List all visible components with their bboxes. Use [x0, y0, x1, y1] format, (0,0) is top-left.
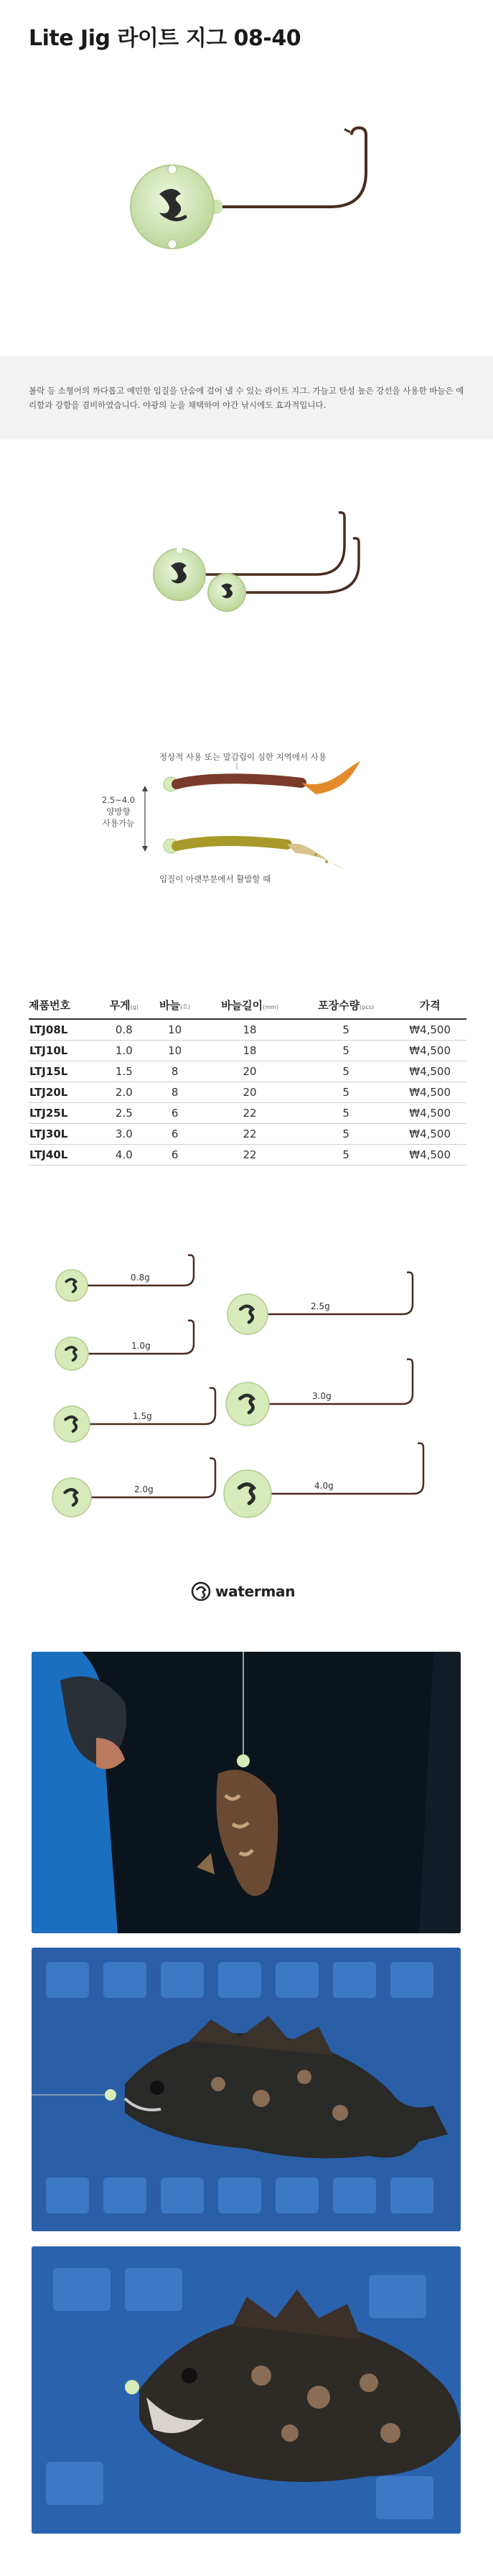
spec-table	[29, 993, 466, 1166]
usage-diagram	[129, 761, 402, 876]
col-header-hook: 바늘(호)	[149, 993, 201, 1019]
brand-mark-icon	[191, 1581, 211, 1601]
size-label: 4.0g	[314, 1481, 334, 1491]
photo-catch-closeup	[32, 2246, 461, 2534]
size-jig-5	[225, 1267, 424, 1364]
brand-name: waterman	[215, 1583, 296, 1600]
table-row: LTJ25L 2.5 6 22 5 ₩4,500	[29, 1103, 466, 1124]
size-label: 3.0g	[312, 1391, 332, 1401]
usage-bottom-note: 입질이 아랫부분에서 활발할 때	[159, 874, 271, 884]
size-label: 1.5g	[133, 1411, 152, 1421]
spec-table-header	[29, 993, 466, 1019]
table-row: LTJ10L 1.0 10 18 5 ₩4,500	[29, 1041, 466, 1061]
col-header-pack: 포장수량(pcs)	[299, 993, 393, 1019]
photo-night-catch	[32, 1652, 461, 1933]
usage-top-note: 정상적 사용 또는 말감림이 심한 지역에서 사용	[159, 752, 327, 762]
table-row: LTJ20L 2.0 8 20 5 ₩4,500	[29, 1082, 466, 1103]
table-row: LTJ40L 4.0 6 22 5 ₩4,500	[29, 1145, 466, 1166]
size-label: 2.5g	[311, 1301, 330, 1311]
col-header-product: 제품번호	[29, 993, 100, 1019]
usage-side-line1: 2.5~4.0	[101, 795, 136, 805]
jig-pair-image	[151, 503, 366, 639]
size-jig-4	[50, 1453, 227, 1546]
table-row: LTJ15L 1.5 8 20 5 ₩4,500	[29, 1061, 466, 1082]
col-header-hook-length: 바늘길이(mm)	[201, 993, 299, 1019]
table-row: LTJ08L 0.8 10 18 5 ₩4,500	[29, 1019, 466, 1041]
size-label: 1.0g	[131, 1341, 151, 1351]
photo-catch-blue-bin	[32, 1948, 461, 2231]
hero-jig-image	[122, 115, 380, 287]
size-jig-7	[221, 1438, 435, 1551]
size-label: 2.0g	[134, 1484, 154, 1494]
col-header-weight: 무게(g)	[100, 993, 149, 1019]
product-description: 볼락 등 소형어의 까다롭고 예민한 입질을 단숨에 걸어 낼 수 있는 라이트 지그. 가늘고 탄성 높은 강선을 사용한 바늘은 예리함과 강함을 겸비하였습니다. 야광의 눈을 채택하여 야간 낚시에도 효과적입니다.	[29, 386, 464, 410]
page-title: Lite Jig 라이트 지그 08-40	[29, 26, 301, 51]
brand-logo	[191, 1581, 295, 1601]
size-label: 0.8g	[131, 1273, 150, 1283]
usage-side-line2: 양방향	[106, 806, 131, 817]
usage-side-line3: 사용가능	[102, 818, 135, 828]
table-row: LTJ30L 3.0 6 22 5 ₩4,500	[29, 1124, 466, 1145]
col-header-price: 가격	[393, 993, 466, 1019]
